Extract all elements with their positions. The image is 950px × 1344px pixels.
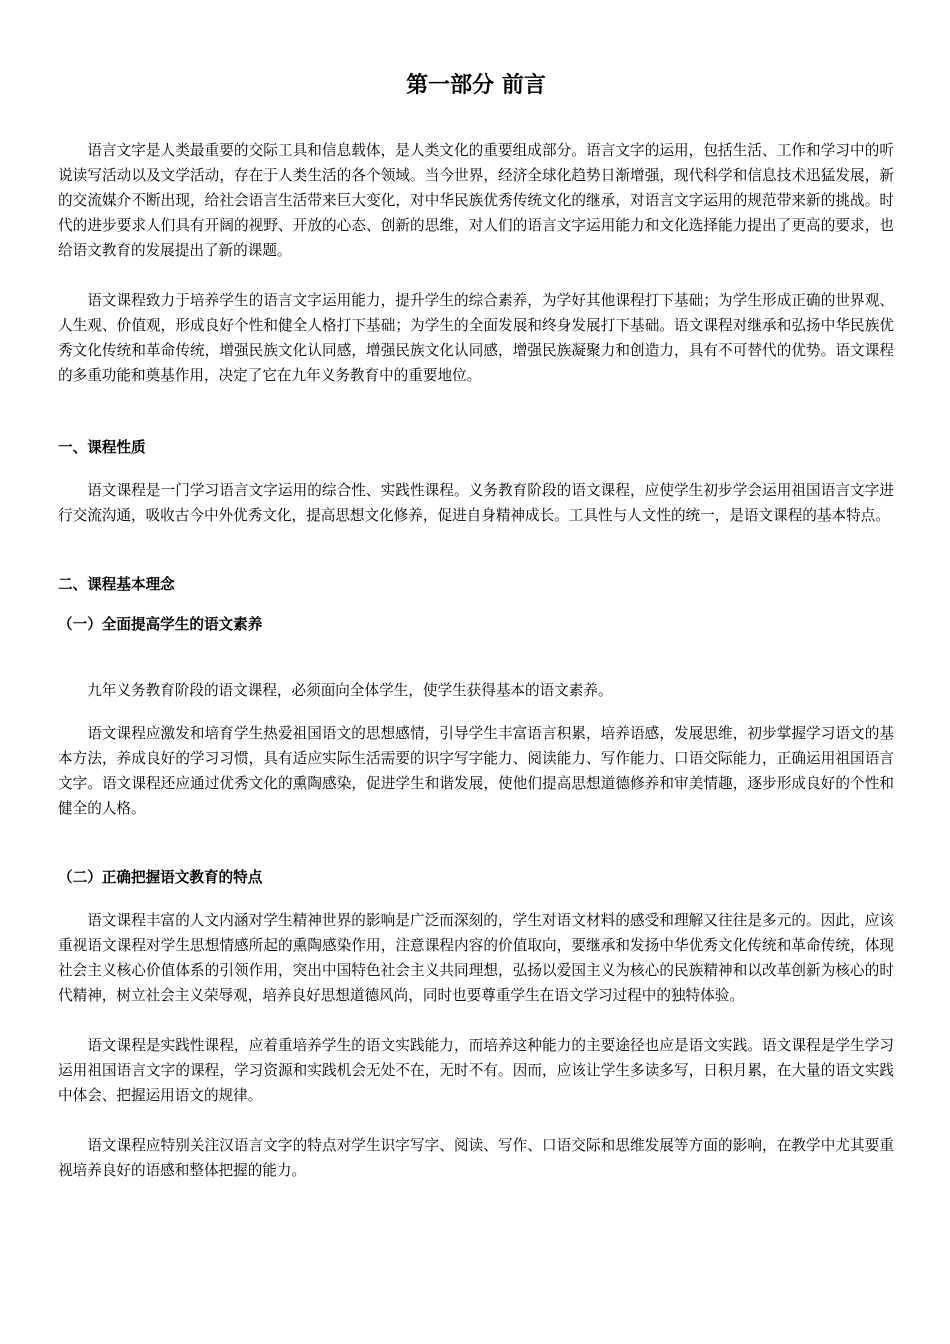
section-heading-basic-concepts: 二、课程基本理念 (58, 576, 175, 593)
course-nature-paragraph: 语文课程是一门学习语言文字运用的综合性、实践性课程。义务教育阶段的语文课程，应使学生初步学会运用祖国语言文字进行交流沟通，吸收古今中外优秀文化，提高思想文化修养，促进自身精神成长。工具性与人文性的统一，是语文课程的基本特点。 (58, 482, 894, 524)
intro-paragraph-1: 语言文字是人类最重要的交际工具和信息载体，是人类文化的重要组成部分。语言文字的运用，包括生活、工作和学习中的听说读写活动以及文学活动，存在于人类生活的各个领域。当今世界，经济全球化趋势日渐增强，现代科学和信息技术迅猛发展，新的交流媒介不断出现，给社会语言生活带来巨大变化，对中华民族优秀传统文化的继承，对语言文字运用的规范带来新的挑战。时代的进步要求人们具有开阔的视野、开放的心态、创新的思维，对人们的语言文字运用能力和文化选择能力提出了更高的要求，也给语文教育的发展提出了新的课题。 (58, 142, 894, 259)
page-title: 第一部分 前言 (406, 73, 546, 98)
subsection-2-paragraph-3: 语文课程应特别关注汉语言文字的特点对学生识字写字、阅读、写作、口语交际和思维发展等方面的影响，在教学中尤其要重视培养良好的语感和整体把握的能力。 (58, 1137, 894, 1179)
section-heading-course-nature: 一、课程性质 (58, 439, 146, 456)
subsection-1-paragraph-2: 语文课程应激发和培育学生热爱祖国语文的思想感情，引导学生丰富语言积累，培养语感，发展思维，初步掌握学习语文的基本方法，养成良好的学习习惯，具有适应实际生活需要的识字写字能力、阅读能力、写作能力、口语交际能力，正确运用祖国语言文字。语文课程还应通过优秀文化的熏陶感染，促进学生和谐发展，使他们提高思想道德修养和审美情趣，逐步形成良好的个性和健全的人格。 (58, 725, 894, 817)
intro-paragraph-2: 语文课程致力于培养学生的语言文字运用能力，提升学生的综合素养，为学好其他课程打下基础；为学生形成正确的世界观、人生观、价值观，形成良好个性和健全人格打下基础；为学生的全面发展和终身发展打下基础。语文课程对继承和弘扬中华民族优秀文化传统和革命传统，增强民族文化认同感，增强民族文化认同感，增强民族凝聚力和创造力，具有不可替代的优势。语文课程的多重功能和奠基作用，决定了它在九年义务教育中的重要地位。 (58, 292, 894, 384)
subsection-1-paragraph-1: 九年义务教育阶段的语文课程，必须面向全体学生，使学生获得基本的语文素养。 (87, 682, 613, 699)
subsection-2-paragraph-1: 语文课程丰富的人文内涵对学生精神世界的影响是广泛而深刻的，学生对语文材料的感受和理解又往往是多元的。因此，应该重视语文课程对学生思想情感所起的熏陶感染作用，注意课程内容的价值取向，要继承和发扬中华优秀文化传统和革命传统，体现社会主义核心价值体系的引领作用，突出中国特色社会主义共同理想，弘扬以爱国主义为核心的民族精神和以改革创新为核心的时代精神，树立社会主义荣辱观，培养良好思想道德风尚，同时也要尊重学生在语文学习过程中的独特体验。 (58, 912, 894, 1004)
subsection-heading-1: （一）全面提高学生的语文素养 (58, 616, 263, 633)
subsection-heading-2: （二）正确把握语文教育的特点 (58, 869, 263, 886)
subsection-2-paragraph-2: 语文课程是实践性课程，应着重培养学生的语文实践能力，而培养这种能力的主要途径也应是语文实践。语文课程是学生学习运用祖国语言文字的课程，学习资源和实践机会无处不在，无时不有。因而，应该让学生多读多写，日积月累，在大量的语文实践中体会、把握运用语文的规律。 (58, 1037, 894, 1104)
document-page (58, 70, 894, 1183)
